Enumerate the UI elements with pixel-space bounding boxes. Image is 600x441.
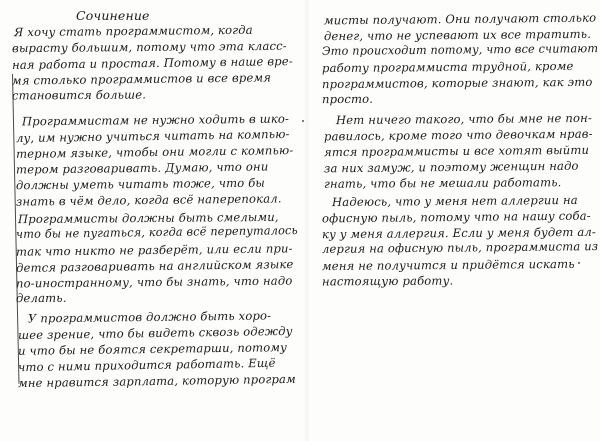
text-line: мя столько программистов и все время xyxy=(11,70,272,88)
essay-title: Сочинение xyxy=(76,8,150,23)
text-line: мне нравится зарплата, которую програм xyxy=(17,371,296,391)
text-line: денег, что не успевают их все тратить. xyxy=(323,26,592,44)
text-line: ятся программисты и все хотят выйти xyxy=(323,142,590,160)
text-line: программистов, которые знают, как это xyxy=(321,74,593,92)
page-fold-shadow xyxy=(304,0,310,441)
text-line: и что бы не боятся секретарши, потому xyxy=(17,340,288,358)
text-line: что бы не пугаться, когда всё перепуталось xyxy=(15,223,298,241)
text-line: терном языке, чтобы они могли с компью- xyxy=(15,143,294,161)
text-line: что с ними приходится работать. Ещё xyxy=(17,355,276,375)
text-line: Программисты должны быть смелыми, xyxy=(17,209,279,227)
text-line: равилось, кроме того что девочкам нрав- xyxy=(323,126,593,144)
text-line: настоящую работу. xyxy=(321,273,454,289)
text-line: так что никто не разберёт, или если при- xyxy=(15,241,293,259)
text-line: ная работа и простая. Потому в наше вре- xyxy=(11,54,293,72)
text-line: У программистов должно быть хоро- xyxy=(27,308,272,326)
text-line: офисную пыль, потому что на нашу соба- xyxy=(321,208,591,226)
text-line: делать. xyxy=(15,290,67,306)
scan-speck xyxy=(578,262,580,264)
text-line: мисты получают. Они получают столько xyxy=(323,10,597,28)
text-line: за них замуж, и поэтому женщин надо xyxy=(323,158,579,176)
left-page xyxy=(4,0,300,441)
text-line: работу программиста трудной, кроме xyxy=(321,58,574,76)
text-line: дется разговаривать на английском языке xyxy=(15,257,294,275)
text-line: меня не получится и придётся искать xyxy=(321,256,575,274)
text-line: Надеюсь, что у меня нет аллергии на xyxy=(331,192,578,210)
text-line: шее зрение, что бы видеть сквозь одежду xyxy=(17,323,293,343)
text-line: вырасту большим, потому что эта класс- xyxy=(11,38,287,56)
text-line: Программистам не нужно ходить в шко- xyxy=(21,111,290,129)
text-line: знать в чём дело, когда всё наперепокал. xyxy=(15,191,282,209)
text-line: тером разговаривать. Думаю, что они xyxy=(15,159,269,177)
text-line: гнать, что бы не мешали работать. xyxy=(323,175,562,191)
text-line: Это происходит потому, что все считают xyxy=(321,41,599,58)
text-line: становится больше. xyxy=(11,87,147,103)
text-line: Я хочу стать программистом, когда xyxy=(13,22,253,40)
text-line: Нет ничего такого, что бы мне не пон- xyxy=(335,110,593,128)
text-line: ку у меня аллергия. Если у меня будет ал- xyxy=(321,224,597,242)
text-line: должны уметь читать тоже, что бы xyxy=(15,175,266,193)
right-page xyxy=(318,0,600,441)
text-line: по-иностранному, что бы знать, что надо xyxy=(15,273,293,291)
text-line: лергия на офисную пыль, программиста из xyxy=(321,239,599,256)
text-line: просто. xyxy=(321,91,374,107)
scan-speck xyxy=(302,120,304,122)
text-line: лу, им нужно учиться читать на компью- xyxy=(15,126,290,146)
